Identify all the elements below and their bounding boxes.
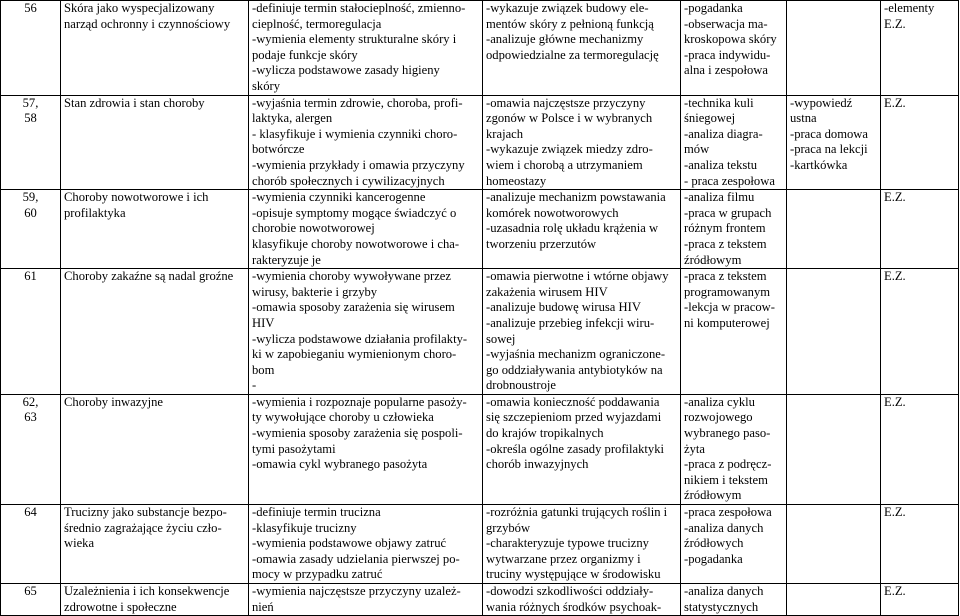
- lesson-topic: Choroby nowotworowe i ich profilaktyka: [61, 190, 249, 269]
- lesson-methods: -praca zespołowa -analiza danych źródłowych -pogadanka: [681, 505, 787, 584]
- lesson-methods: -analiza danych statystycznych: [681, 584, 787, 616]
- lesson-number: 57, 58: [1, 95, 61, 190]
- lesson-number: 62, 63: [1, 394, 61, 504]
- lesson-goals: -wymienia choroby wywoływane przez wirusy, bakterie i grzyby -omawia sposoby zarażenia się wirusem HIV -wylicza podstawowe działania profilakty- ki w zapobieganiu wymienionym choro- bom -: [249, 269, 483, 395]
- table-row: [1, 505, 959, 584]
- lesson-achievements: -omawia konieczność poddawania się szczepieniom przed wyjazdami do krajów tropikalnych -określa ogólne zasady profilaktyki chorób inwazyjnych: [483, 394, 681, 504]
- lesson-assessment: -wypowiedź ustna -praca domowa -praca na lekcji -kartkówka: [787, 95, 881, 190]
- lesson-notes: E.Z.: [881, 584, 959, 616]
- lesson-assessment: [787, 505, 881, 584]
- lesson-goals: -definiuje termin stałocieplność, zmienno- cieplność, termoregulacja -wymienia elementy strukturalne skóry i podaje funkcje skóry -wylicza podstawowe zasady higieny skóry: [249, 1, 483, 96]
- lesson-goals: -wymienia i rozpoznaje popularne pasoży- ty wywołujące choroby u człowieka -wymienia sposoby zarażenia się pospoli- tymi pasożytami -omawia cykl wybranego pasożyta: [249, 394, 483, 504]
- lesson-methods: -analiza filmu -praca w grupach różnym frontem -praca z tekstem źródłowym: [681, 190, 787, 269]
- lesson-methods: -technika kuli śniegowej -analiza diagra- mów -analiza tekstu - praca zespołowa: [681, 95, 787, 190]
- lesson-methods: -pogadanka -obserwacja ma- kroskopowa skóry -praca indywidu- alna i zespołowa: [681, 1, 787, 96]
- table-row: [1, 190, 959, 269]
- lesson-assessment: [787, 190, 881, 269]
- lesson-achievements: -omawia najczęstsze przyczyny zgonów w Polsce i w wybranych krajach -wykazuje związek miedzy zdro- wiem i chorobą a utrzymaniem homeostazy: [483, 95, 681, 190]
- table-row: [1, 269, 959, 395]
- lesson-assessment: [787, 1, 881, 96]
- lesson-achievements: -omawia pierwotne i wtórne objawy zakażenia wirusem HIV -analizuje budowę wirusa HIV -analizuje przebieg infekcji wiru- sowej -wyjaśnia mechanizm ograniczone- go oddziaływania antybiotyków na drobnoustroje: [483, 269, 681, 395]
- lesson-number: 64: [1, 505, 61, 584]
- lesson-notes: E.Z.: [881, 95, 959, 190]
- lesson-goals: -definiuje termin trucizna -klasyfikuje trucizny -wymienia podstawowe objawy zatruć -omawia zasady udzielania pierwszej po- mocy w przypadku zatruć: [249, 505, 483, 584]
- lesson-number: 65: [1, 584, 61, 616]
- lesson-achievements: -dowodzi szkodliwości oddziały- wania różnych środków psychoak-: [483, 584, 681, 616]
- lesson-topic: Skóra jako wyspecjalizowany narząd ochronny i czynnościowy: [61, 1, 249, 96]
- lesson-topic: Uzależnienia i ich konsekwencje zdrowotne i społeczne: [61, 584, 249, 616]
- lesson-goals: -wyjaśnia termin zdrowie, choroba, profi- laktyka, alergen - klasyfikuje i wymienia czynniki choro- botwórcze -wymienia przykłady i omawia przyczyny chorób społecznych i cywilizacyjnych: [249, 95, 483, 190]
- lesson-notes: -elementy E.Z.: [881, 1, 959, 96]
- lesson-notes: E.Z.: [881, 394, 959, 504]
- lesson-number: 56: [1, 1, 61, 96]
- lesson-notes: E.Z.: [881, 190, 959, 269]
- lesson-notes: E.Z.: [881, 269, 959, 395]
- table-row: [1, 584, 959, 616]
- lesson-notes: E.Z.: [881, 505, 959, 584]
- lesson-goals: -wymienia czynniki kancerogenne -opisuje symptomy mogące świadczyć o chorobie nowotworowej klasyfikuje choroby nowotworowe i cha- rakteryzuje je: [249, 190, 483, 269]
- lesson-achievements: -rozróżnia gatunki trujących roślin i grzybów -charakteryzuje typowe trucizny wytwarzane przez organizmy i truciny występujące w środowisku: [483, 505, 681, 584]
- lesson-topic: Stan zdrowia i stan choroby: [61, 95, 249, 190]
- table-row: [1, 1, 959, 96]
- lesson-topic: Choroby inwazyjne: [61, 394, 249, 504]
- lesson-topic: Trucizny jako substancje bezpo- średnio zagrażające życiu czło- wieka: [61, 505, 249, 584]
- lesson-goals: -wymienia najczęstsze przyczyny uzależ- nień: [249, 584, 483, 616]
- lesson-achievements: -analizuje mechanizm powstawania komórek nowotworowych -uzasadnia rolę układu krążenia w tworzeniu przerzutów: [483, 190, 681, 269]
- lesson-assessment: [787, 584, 881, 616]
- lesson-assessment: [787, 394, 881, 504]
- table-row: [1, 394, 959, 504]
- lesson-topic: Choroby zakaźne są nadal groźne: [61, 269, 249, 395]
- lesson-methods: -analiza cyklu rozwojowego wybranego paso- żyta -praca z podręcz- nikiem i tekstem źródłowym: [681, 394, 787, 504]
- lesson-achievements: -wykazuje związek budowy ele- mentów skóry z pełnioną funkcją -analizuje główne mechanizmy odpowiedzialne za termoregulację: [483, 1, 681, 96]
- lesson-number: 59, 60: [1, 190, 61, 269]
- lesson-assessment: [787, 269, 881, 395]
- lesson-number: 61: [1, 269, 61, 395]
- table-row: [1, 95, 959, 190]
- lesson-methods: -praca z tekstem programowanym -lekcja w pracow- ni komputerowej: [681, 269, 787, 395]
